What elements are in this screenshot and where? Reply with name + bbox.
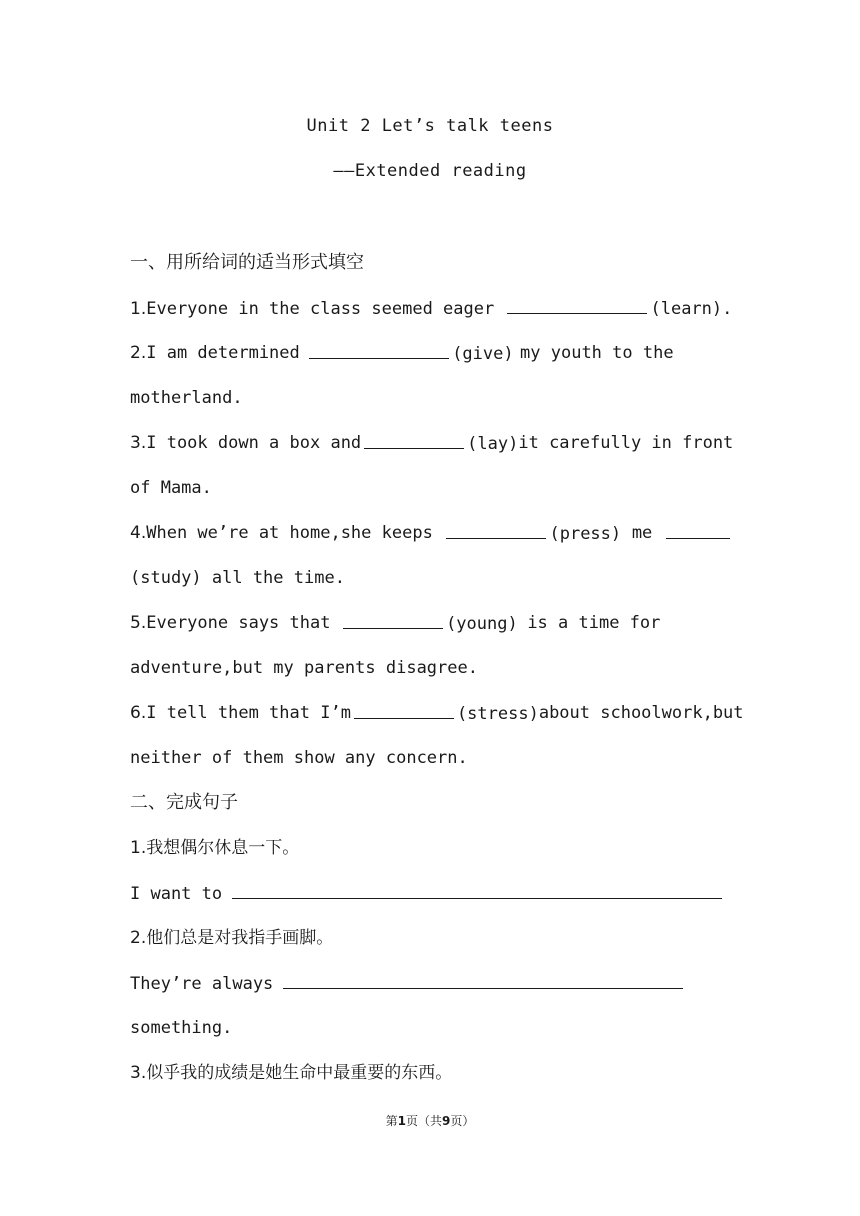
answer-blank[interactable]	[354, 701, 454, 719]
answer-blank[interactable]	[309, 341, 449, 359]
question-text-after: about schoolwork,but	[538, 703, 744, 723]
document-subtitle: ——Extended reading	[333, 161, 527, 181]
page-number: 1	[397, 1114, 406, 1128]
chinese-prompt: 我想偶尔休息一下。	[146, 838, 300, 858]
sentence-1-chinese	[130, 836, 730, 860]
sentence-2-english	[130, 971, 730, 996]
answer-blank[interactable]	[283, 971, 683, 989]
question-3-line	[130, 431, 734, 456]
word-hint: (lay)	[467, 434, 519, 454]
page-footer	[0, 1112, 860, 1129]
document-title: Unit 2 Let’s talk teens	[306, 116, 554, 136]
sentence-start: They’re always	[130, 974, 274, 994]
question-text: I took down a box and	[146, 433, 362, 453]
answer-blank[interactable]	[343, 611, 443, 629]
question-number: 5.	[130, 613, 147, 633]
question-5-line	[130, 611, 730, 636]
word-hint: (young)	[446, 614, 518, 634]
question-text: I am determined	[146, 343, 300, 363]
sentence-1-english	[130, 881, 730, 906]
sentence-3-chinese	[130, 1061, 730, 1085]
section2-heading: 二、完成句子	[130, 792, 238, 813]
word-hint: (press)	[549, 524, 622, 544]
word-hint: (stress)	[456, 704, 539, 724]
question-text: I tell them that I’m	[146, 703, 351, 723]
question-text-after: me	[631, 523, 653, 543]
sentence-2-continuation: something.	[130, 1018, 233, 1038]
sentence-2-chinese	[130, 926, 730, 950]
answer-blank[interactable]	[364, 431, 464, 449]
question-1-line	[130, 296, 733, 321]
chinese-prompt: 他们总是对我指手画脚。	[146, 928, 334, 948]
question-3-continuation: of Mama.	[130, 478, 212, 498]
answer-blank[interactable]	[446, 521, 546, 539]
footer-suffix: 页）	[450, 1114, 475, 1128]
question-2-continuation: motherland.	[130, 388, 243, 408]
footer-prefix: 第	[385, 1114, 398, 1128]
question-6-continuation: neither of them show any concern.	[130, 748, 468, 768]
question-number: 3.	[130, 433, 147, 453]
word-hint: (learn).	[650, 299, 733, 319]
question-number: 2.	[130, 343, 147, 363]
page-total: 9	[442, 1114, 451, 1128]
question-text: When we’re at home,she keeps	[146, 523, 433, 543]
question-number: 3.	[130, 1063, 147, 1083]
question-number: 1.	[130, 299, 147, 319]
answer-blank[interactable]	[666, 521, 730, 539]
question-number: 2.	[130, 928, 147, 948]
question-2-line	[130, 341, 730, 366]
question-text-after: it carefully in front	[518, 433, 734, 453]
question-text: Everyone in the class seemed eager	[146, 299, 495, 319]
footer-middle: 页（共	[405, 1114, 442, 1128]
sentence-start: I want to	[130, 884, 223, 904]
section1-heading: 一、用所给词的适当形式填空	[130, 252, 364, 273]
question-number: 4.	[130, 523, 147, 543]
question-6-line	[130, 701, 744, 726]
question-text: Everyone says that	[146, 613, 331, 633]
answer-blank[interactable]	[232, 881, 722, 899]
question-4-line	[130, 521, 730, 546]
word-hint: (give)	[452, 344, 514, 364]
question-text-after: my youth to the	[520, 343, 674, 363]
question-text-after: is a time for	[527, 613, 661, 633]
question-5-continuation: adventure,but my parents disagree.	[130, 658, 478, 678]
question-number: 6.	[130, 703, 147, 723]
chinese-prompt: 似乎我的成绩是她生命中最重要的东西。	[146, 1063, 453, 1083]
answer-blank[interactable]	[507, 296, 647, 314]
question-number: 1.	[130, 838, 147, 858]
question-4-continuation: (study) all the time.	[130, 568, 345, 588]
